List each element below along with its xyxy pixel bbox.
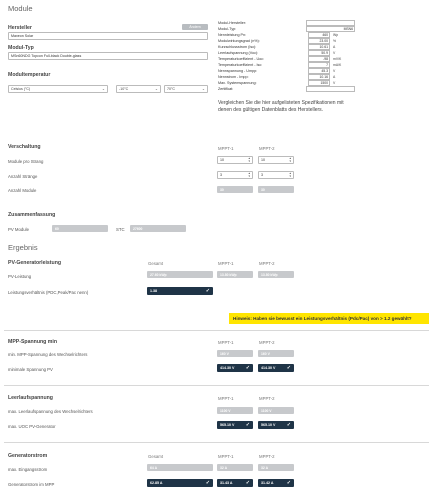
spec-value: -98 xyxy=(308,56,330,62)
module-pro-strang-label: Module pro Strang xyxy=(8,159,44,164)
temp-max-value: 70°C xyxy=(167,87,176,91)
modultemperatur-label: Modultemperatur xyxy=(8,72,51,78)
generatorstrom-mpp-label: Generatorstrom im MPP xyxy=(8,482,55,487)
check-icon: ✓ xyxy=(245,480,250,486)
spec-row xyxy=(218,86,358,92)
max-uoc-pv-label: max. UOC PV-Generator xyxy=(8,424,56,429)
temp-min-value: -10°C xyxy=(119,87,129,91)
leerlaufspannung-title: Leerlaufspannung xyxy=(8,395,53,401)
pv-leistung-mppt1-value: 13.80 kWp xyxy=(217,271,253,278)
spec-unit: V xyxy=(333,51,336,55)
generatorstrom-mpp-mppt2-text: 31.42 A xyxy=(261,481,274,485)
max-uoc-pv-mppt2-text: 565.10 V xyxy=(261,423,276,427)
divider xyxy=(4,385,429,386)
spec-value: 45.3 xyxy=(308,68,330,74)
gen-gesamt-header: Gesamt xyxy=(148,454,164,459)
leistungsverhaeltnis-gesamt-text: 1.38 xyxy=(150,289,157,293)
gen-mppt2-header: MPPT-2 xyxy=(259,454,275,459)
spec-value: 7 xyxy=(308,62,330,68)
mpp-min-mppt1-header: MPPT-1 xyxy=(218,340,234,345)
stepper-arrows-icon: ▴ ▾ xyxy=(248,156,250,163)
max-uoc-pv-mppt2-value xyxy=(258,421,294,429)
spec-label: Max. Systemspannung: xyxy=(218,81,257,85)
spec-value: 10.16 xyxy=(308,74,330,80)
anzahl-straenge-mppt1-input[interactable] xyxy=(217,171,253,179)
pv-leistung-mppt2-value: 13.80 kWp xyxy=(258,271,294,278)
check-icon: ✓ xyxy=(286,480,291,486)
min-mpp-wr-label: min. MPP-Spannung des Wechselrichters xyxy=(8,352,88,357)
max-eingangsstrom-mppt1-value: 32 A xyxy=(217,464,253,471)
max-leerlauf-wr-mppt2-value: 1100 V xyxy=(258,407,294,414)
spec-label: Nennleistung Pn: xyxy=(218,33,247,37)
mpp-min-mppt2-header: MPPT-2 xyxy=(259,340,275,345)
spec-value: 50.9 xyxy=(308,50,330,56)
check-icon: ✓ xyxy=(205,480,210,486)
spec-label: Temperaturkoeffizient - Uoc: xyxy=(218,57,265,61)
pv-generatorleistung-title: PV-Generatorleistung xyxy=(8,260,62,266)
minimale-spannung-pv-label: minimale Spannung PV xyxy=(8,367,53,372)
spec-value: MSN6 xyxy=(306,26,355,32)
anzahl-module-mppt2-value: 30 xyxy=(258,186,294,193)
andern-button[interactable]: Ändern xyxy=(182,24,208,30)
spec-unit: V xyxy=(333,69,336,73)
spec-label: Nennspannung - Umpp: xyxy=(218,69,258,73)
spec-value xyxy=(306,86,355,92)
spec-value: 1500 xyxy=(308,80,330,86)
stc-value: 27600 xyxy=(130,225,186,232)
stepper-arrows-icon: ▴ ▾ xyxy=(289,156,291,163)
modul-typ-value: MSn60NDG Topcon Full-black Double-glass xyxy=(11,54,82,58)
chevron-down-icon: ⌄ xyxy=(201,87,205,91)
modul-typ-label: Modul-Typ xyxy=(8,45,34,51)
minimale-spannung-pv-mppt1-text: 414.30 V xyxy=(220,366,235,370)
spec-label: Kurzschlussstrom (Isc): xyxy=(218,45,257,49)
temp-min-select[interactable] xyxy=(116,85,161,93)
minimale-spannung-pv-mppt2-text: 414.30 V xyxy=(261,366,276,370)
spec-unit: A xyxy=(333,75,336,79)
temp-max-select[interactable] xyxy=(164,85,208,93)
anzahl-straenge-mppt2-value: 3 xyxy=(261,173,263,177)
hersteller-input[interactable] xyxy=(8,32,208,40)
chevron-down-icon: ⌄ xyxy=(154,87,158,91)
spec-label: Modul-Hersteller: xyxy=(218,21,247,25)
spec-value xyxy=(306,20,355,26)
pv-module-label: PV Module xyxy=(8,227,30,232)
hersteller-value: Maxeon Solar xyxy=(11,34,34,38)
anzahl-straenge-label: Anzahl Stränge xyxy=(8,174,38,179)
generatorstrom-mpp-mppt1-value xyxy=(217,479,253,487)
verschaltung-mppt2-header: MPPT-2 xyxy=(259,146,275,151)
temp-unit-value: Celsius (°C) xyxy=(11,87,31,91)
pv-leistung-label: PV-Leistung xyxy=(8,274,32,279)
section-title-ergebnis: Ergebnis xyxy=(8,243,38,252)
hersteller-label: Hersteller xyxy=(8,25,32,31)
stepper-arrows-icon: ▴ ▾ xyxy=(289,171,291,178)
pv-gen-mppt2-header: MPPT-2 xyxy=(259,261,275,266)
max-eingangsstrom-gesamt-value: 64 A xyxy=(147,464,213,471)
leistungsverhaeltnis-gesamt-value xyxy=(147,287,213,295)
spec-label: Zertifikat: xyxy=(218,87,234,91)
pv-leistung-gesamt-value: 27.60 kWp xyxy=(147,271,213,278)
anzahl-straenge-mppt1-value: 3 xyxy=(220,173,222,177)
hint-banner: Hinweis: Haben sie bewusst ein Leistungsverhältnis (Pdc/Pac) von > 1.2 gewählt? xyxy=(229,313,429,324)
module-spec-table xyxy=(218,20,358,92)
anzahl-straenge-mppt2-input[interactable] xyxy=(258,171,294,179)
spec-unit: V xyxy=(333,81,336,85)
min-mpp-wr-mppt2-value: 160 V xyxy=(258,350,294,357)
max-eingangsstrom-mppt2-value: 32 A xyxy=(258,464,294,471)
pv-module-value: 60 xyxy=(52,225,108,232)
max-uoc-pv-mppt1-value xyxy=(217,421,253,429)
module-pro-strang-mppt1-input[interactable] xyxy=(217,156,253,164)
verschaltung-mppt1-header: MPPT-1 xyxy=(218,146,234,151)
check-icon: ✓ xyxy=(245,365,250,371)
divider xyxy=(4,330,429,331)
spec-label: Nennstrom - Impp: xyxy=(218,75,249,79)
module-pro-strang-mppt2-value: 10 xyxy=(261,158,265,162)
divider xyxy=(4,442,429,443)
spec-unit: % xyxy=(333,39,337,43)
spec-note: Vergleichen Sie die hier aufgelisteten Spezifikationen mit denen des gültigen Datenblatts des Herstellers. xyxy=(218,100,344,113)
spec-unit: mA/K xyxy=(333,63,342,67)
leerlauf-mppt1-header: MPPT-1 xyxy=(218,396,234,401)
spec-unit: mV/K xyxy=(333,57,342,61)
stepper-arrows-icon: ▴ ▾ xyxy=(248,171,250,178)
gen-mppt1-header: MPPT-1 xyxy=(218,454,234,459)
leistungsverhaeltnis-label: Leistungsverhältnis (PDC,Peak/Pac nenn) xyxy=(8,290,89,295)
max-leerlauf-wr-label: max. Leerlaufspannung des Wechselrichters xyxy=(8,409,93,414)
spec-unit: A xyxy=(333,45,336,49)
anzahl-module-label: Anzahl Module xyxy=(8,188,37,193)
check-icon: ✓ xyxy=(205,288,210,294)
module-pro-strang-mppt2-input[interactable] xyxy=(258,156,294,164)
spec-value: 460 xyxy=(308,32,330,38)
zusammenfassung-title: Zusammenfassung xyxy=(8,212,56,218)
check-icon: ✓ xyxy=(286,365,291,371)
spec-label: Leerlaufspannung (Voc): xyxy=(218,51,259,55)
spec-value: 23.00 xyxy=(308,38,330,44)
check-icon: ✓ xyxy=(245,422,250,428)
spec-unit: Wp xyxy=(333,33,339,37)
anzahl-module-mppt1-value: 30 xyxy=(217,186,253,193)
check-icon: ✓ xyxy=(286,422,291,428)
spec-label: Modul-Typ: xyxy=(218,27,237,31)
spec-label: Modulwirkungsgrad (n%): xyxy=(218,39,260,43)
modul-typ-input[interactable] xyxy=(8,52,208,60)
chevron-down-icon: ⌄ xyxy=(101,87,105,91)
stc-label: STC xyxy=(116,227,125,232)
generatorstrom-mpp-gesamt-value xyxy=(147,479,213,487)
minimale-spannung-pv-mppt1-value xyxy=(217,364,253,372)
mpp-spannung-min-title: MPP-Spannung min xyxy=(8,339,57,345)
temp-unit-select[interactable] xyxy=(8,85,108,93)
module-pro-strang-mppt1-value: 10 xyxy=(220,158,224,162)
generatorstrom-mpp-mppt2-value xyxy=(258,479,294,487)
max-eingangsstrom-label: max. Eingangsstrom xyxy=(8,467,48,472)
section-title-module: Module xyxy=(8,4,33,13)
spec-value: 10.61 xyxy=(308,44,330,50)
pv-gen-gesamt-header: Gesamt xyxy=(148,261,164,266)
spec-label: Temperaturkoeffizient - Isc: xyxy=(218,63,263,67)
min-mpp-wr-mppt1-value: 160 V xyxy=(217,350,253,357)
leerlauf-mppt2-header: MPPT-2 xyxy=(259,396,275,401)
minimale-spannung-pv-mppt2-value xyxy=(258,364,294,372)
verschaltung-title: Verschaltung xyxy=(8,144,41,150)
pv-gen-mppt1-header: MPPT-1 xyxy=(218,261,234,266)
generatorstrom-mpp-gesamt-text: 62.85 A xyxy=(150,481,163,485)
generatorstrom-mpp-mppt1-text: 31.43 A xyxy=(220,481,233,485)
generatorstrom-title: Generatorstrom xyxy=(8,453,48,459)
max-leerlauf-wr-mppt1-value: 1100 V xyxy=(217,407,253,414)
max-uoc-pv-mppt1-text: 565.10 V xyxy=(220,423,235,427)
